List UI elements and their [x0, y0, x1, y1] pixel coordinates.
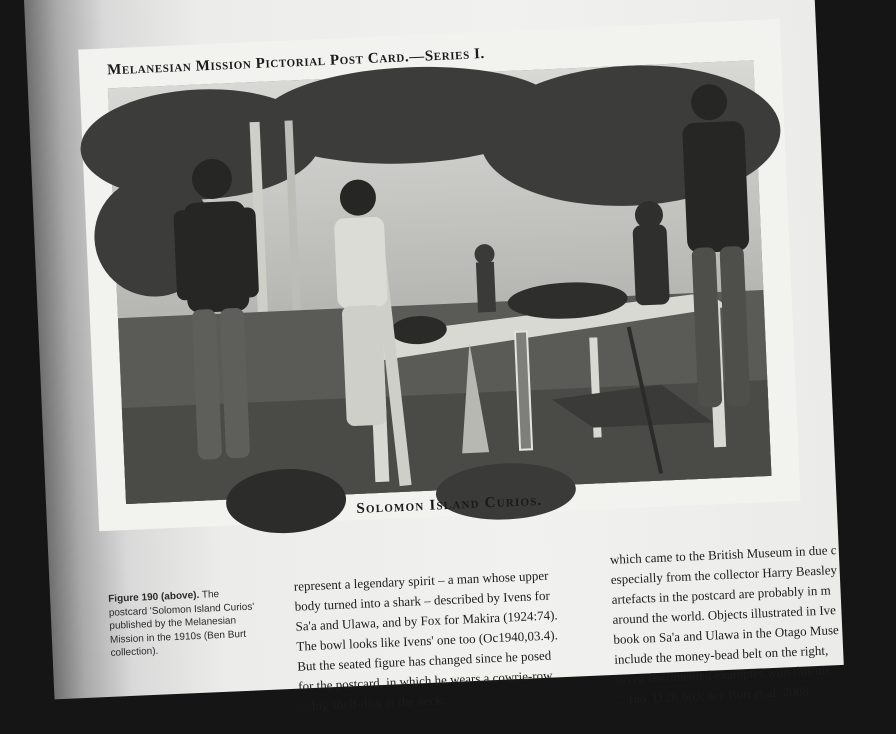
text-line: ... big shell-disk at the neck.: [298, 692, 446, 714]
text-line: include the money-bead belt on the right,: [613, 642, 829, 667]
text-line: especially from the collector Harry Beasley: [610, 562, 838, 587]
book-page: [24, 0, 844, 714]
text-line: around the world. Objects illustrated in Ive: [612, 602, 837, 627]
postcard: [78, 19, 800, 531]
text-line: artefacts in the postcard are probably in m: [611, 582, 831, 607]
figure-label: Figure 190 (above).: [107, 589, 200, 605]
text-line: The bowl looks like Ivens' one too (Oc1940,03.4).: [296, 627, 559, 654]
text-line: But the seated figure has changed since he posed: [296, 647, 552, 674]
figure-caption-text: The postcard 'Solomon Island Curios' published by the Melanesian Mission in the 1910s (Ben Burt collection).: [108, 589, 255, 659]
text-line: represent a legendary spirit – a man whose upper: [293, 567, 549, 594]
body-column-2: [610, 538, 896, 710]
text-line: which came to the British Museum in due c: [609, 542, 837, 567]
text-line: body turned into a shark – described by Ivens for: [294, 587, 551, 614]
postcard-photograph: [108, 60, 772, 504]
body-column-1: [293, 564, 599, 717]
text-line: ... (no. D.26.603; see Burt et al. 2008: [615, 683, 810, 707]
text-line: book on Sa'a and Ulawa in the Otago Muse: [613, 622, 840, 647]
text-line: Sa'a and Ulawa, and by Fox for Makira (1924:74).: [295, 607, 558, 634]
text-line: seven documented examples with this dis: [614, 662, 831, 687]
postcard-header: Melanesian Mission Pictorial Post Card.—Series I.: [106, 45, 486, 79]
figure-caption: [108, 586, 261, 660]
text-line: for the postcard, in which he wears a cowrie-row: [297, 667, 553, 694]
postcard-caption: Solomon Island Curios.: [356, 492, 543, 517]
